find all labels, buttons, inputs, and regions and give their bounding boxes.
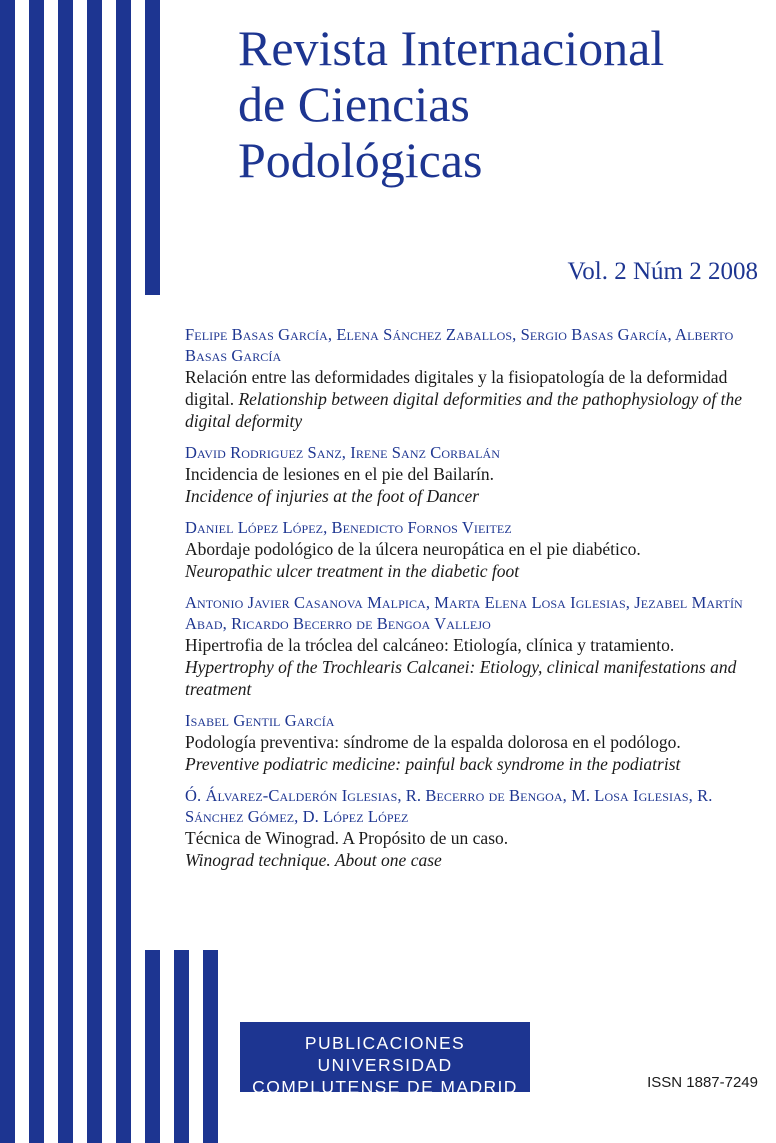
article-entry: [185, 592, 760, 700]
article-entry: [185, 710, 760, 775]
article-title-es: Técnica de Winograd. A Propósito de un caso.: [185, 828, 509, 848]
article-title-es: Incidencia de lesiones en el pie del Bailarín.: [185, 464, 495, 484]
article-title-en: Neuropathic ulcer treatment in the diabetic foot: [185, 561, 520, 581]
article-title-es-block: [185, 366, 760, 432]
article-authors: Isabel Gentil García: [185, 711, 335, 730]
article-authors: Daniel López López, Benedicto Fornos Vieitez: [185, 518, 512, 537]
article-authors: Antonio Javier Casanova Malpica, Marta Elena Losa Iglesias, Jezabel Martín Abad, Ricardo Becerro de Bengoa Vallejo: [185, 593, 743, 633]
article-title-en: Winograd technique. About one case: [185, 850, 442, 870]
publisher-line-1: PUBLICACIONES UNIVERSIDAD: [304, 1033, 466, 1075]
publisher-line-2: COMPLUTENSE DE MADRID: [252, 1077, 518, 1097]
article-title-es: Podología preventiva: síndrome de la espalda dolorosa en el podólogo.: [185, 732, 681, 752]
stripe-2: [29, 0, 44, 1143]
article-authors: David Rodriguez Sanz, Irene Sanz Corbalán: [185, 443, 501, 462]
stripe-8-bottom: [203, 950, 218, 1143]
stripe-6-top: [145, 0, 160, 295]
article-title-en: Relationship between digital deformities and the pathophysiology of the digital deformity: [185, 389, 743, 431]
stripe-3: [58, 0, 73, 1143]
journal-title-line-3: Podológicas: [238, 132, 483, 188]
article-title-en: Incidence of injuries at the foot of Dancer: [185, 486, 480, 506]
publisher-box: [240, 1022, 530, 1097]
stripe-4: [87, 0, 102, 1143]
journal-title: [238, 20, 664, 188]
article-entry: [185, 785, 760, 871]
stripe-7-bottom: [174, 950, 189, 1143]
article-title-en: Preventive podiatric medicine: painful back syndrome in the podiatrist: [185, 754, 681, 774]
stripe-5: [116, 0, 131, 1143]
article-title-es: Relación entre las deformidades digitales y la fisiopatología de la deformidad digital.: [185, 367, 728, 409]
stripe-1: [0, 0, 15, 1143]
table-of-contents: [185, 324, 760, 881]
journal-title-line-1: Revista Internacional: [238, 20, 665, 76]
article-title-es: Abordaje podológico de la úlcera neuropática en el pie diabético.: [185, 539, 641, 559]
stripe-6-bottom: [145, 950, 160, 1143]
article-title-en: Hypertrophy of the Trochlearis Calcanei: Etiology, clinical manifestations and treatment: [185, 657, 737, 699]
article-title-es: Hipertrofia de la tróclea del calcáneo: Etiología, clínica y tratamiento.: [185, 635, 675, 655]
article-entry: [185, 324, 760, 432]
journal-title-line-2: de Ciencias: [238, 76, 470, 132]
article-entry: [185, 442, 760, 507]
volume-issue: Vol. 2 Núm 2 2008: [567, 258, 758, 285]
issn: ISSN 1887-7249: [647, 1074, 758, 1091]
article-authors: Ó. Álvarez-Calderón Iglesias, R. Becerro de Bengoa, M. Losa Iglesias, R. Sánchez Gómez, D. López López: [185, 786, 713, 826]
article-authors: Felipe Basas García, Elena Sánchez Zaballos, Sergio Basas García, Alberto Basas García: [185, 325, 734, 365]
article-entry: [185, 517, 760, 582]
